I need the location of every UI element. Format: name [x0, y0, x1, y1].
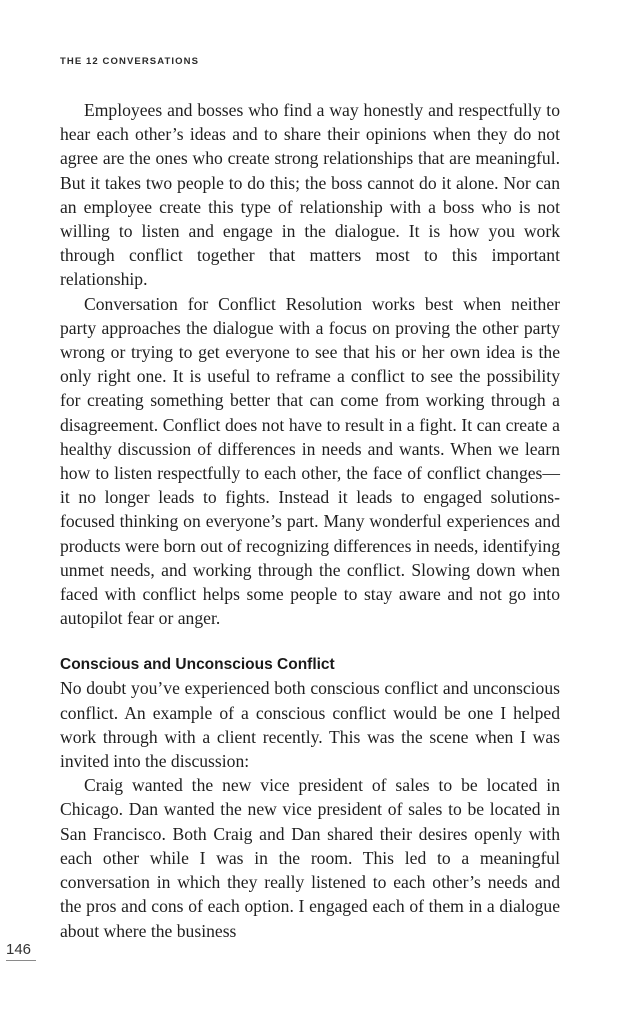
- paragraph: No doubt you’ve experienced both conscious conflict and unconscious conflict. An example of a conscious conflict would be one I helped work through with a client recently. This was the scene when I was invited into the discussion:: [60, 678, 560, 772]
- body-text: [60, 98, 560, 943]
- paragraph: Employees and bosses who find a way honestly and respectfully to hear each other’s ideas and to share their opinions when they do not agree are the ones who create strong relationships that are meaningful. But it takes two people to do this; the boss cannot do it alone. Nor can an employee create this type of relationship with a boss who is not willing to listen and engage in the dialogue. It is how you work through conflict together that matters most to this important relationship.: [60, 100, 560, 290]
- paragraph: Craig wanted the new vice president of sales to be located in Chicago. Dan wanted the new vice president of sales to be located in San Francisco. Both Craig and Dan shared their desires openly with each other while I was in the room. This led to a meaningful conversation in which they really listened to each other’s needs and the pros and cons of each option. I engaged each of them in a dialogue about where the business: [60, 775, 560, 941]
- page-number: 146: [6, 941, 36, 961]
- paragraph: Conversation for Conflict Resolution works best when neither party approaches the dialogue with a focus on proving the other party wrong or trying to get everyone to see that his or her own idea is the only right one. It is useful to reframe a conflict to see the possibility for creating something better that can come from working through a disagreement. Conflict does not have to result in a fight. It can create a healthy discussion of differences in needs and wants. When we learn how to listen respectfully to each other, the face of conflict changes—it no longer leads to fights. Instead it leads to engaged solutions-focused thinking on everyone’s part. Many wonderful experiences and products were born out of recognizing differences in needs, identifying unmet needs, and working through the conflict. Slowing down when faced with conflict helps some people to stay aware and not go into autopilot fear or anger.: [60, 293, 560, 629]
- running-head: THE 12 CONVERSATIONS: [60, 56, 200, 67]
- section-heading: Conscious and Unconscious Conflict: [60, 656, 335, 674]
